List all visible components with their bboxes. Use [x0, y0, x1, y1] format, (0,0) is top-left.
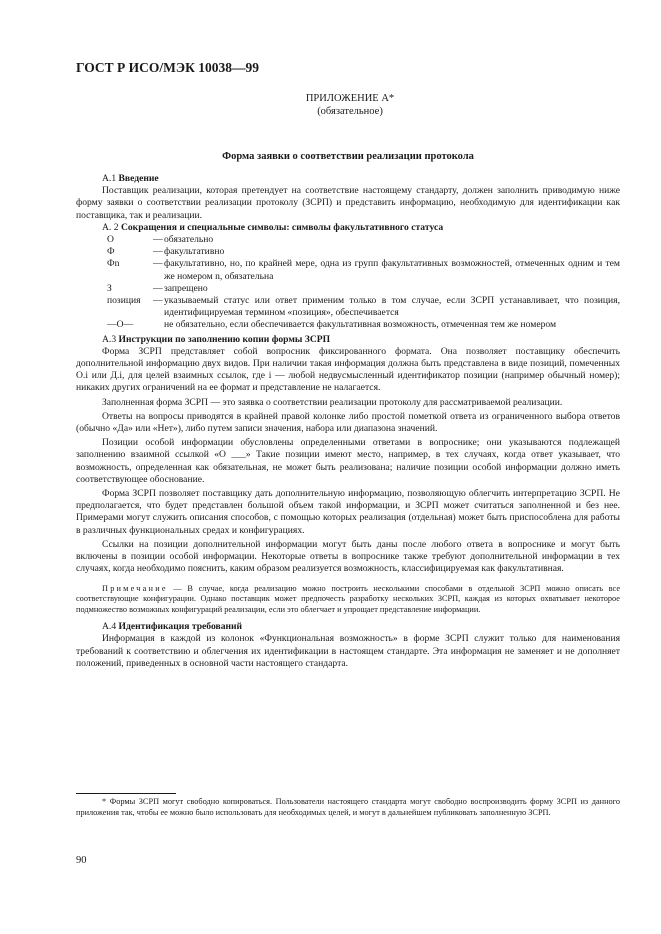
symbol-row — [107, 234, 620, 246]
section-a3-paragraph: Ответы на вопросы приводятся в крайней правой колонке либо простой пометкой ответа из ограниченного выбора ответов (обычно «Да» или «Нет»), либо путем записи значения, набора или диапазона значений. — [76, 410, 620, 435]
symbol-row — [107, 319, 620, 331]
section-a1-title: Введение — [118, 173, 159, 184]
section-a2-title: Сокращения и специальные символы: символы факультативного статуса — [120, 221, 444, 233]
section-a4-heading — [76, 621, 620, 633]
symbol-dash: — — [153, 295, 163, 307]
section-a1-number: А.1 — [102, 173, 117, 184]
page-number: 90 — [76, 855, 87, 866]
appendix-status: (обязательное) — [317, 106, 383, 117]
section-a3-paragraph: Форма ЗСРП представляет собой вопросник фиксированного формата. Она позволяет поставщику обеспечить дополнительной информацию двух видов. При наличии такая информация должна быть представлена в виде позиций, помеченных О.i или Д.i, для целей взаимных ссылок, где i — любой недвусмысленный идентификатор позиции (например обычный номер); никаких других ограничений на ее формат и представление не налагается. — [76, 345, 620, 394]
note-text: — В случае, когда реализацию можно построить несколькими способами в отдельной ЗСРП можно описать все соответствующие конфигурации. Однако поставщик может предпочесть разработку нескольких ЗСРП, каждая из которых охватывает некоторое подмножество возможных конфигураций реализации, если это облегчает и упрощает представление информации. — [76, 583, 620, 614]
note-label: Примечание — [102, 583, 168, 593]
symbol-code: Фn — [107, 258, 120, 270]
section-a4-number: А.4 — [102, 621, 117, 633]
section-a4-title: Идентификация требований — [118, 621, 243, 633]
section-a2-number: А. 2 — [102, 221, 119, 233]
appendix-block — [300, 92, 400, 118]
symbol-description: обязательно — [164, 234, 214, 246]
section-a3-paragraph: Заполненная форма ЗСРП — это заявка о соответствии реализации протоколу для рассматриваемой реализации. — [102, 396, 563, 408]
standard-header: ГОСТ Р ИСО/МЭК 10038—99 — [76, 60, 259, 75]
symbol-row — [107, 295, 620, 319]
section-a3-note — [76, 584, 620, 616]
symbol-description: факультативно — [164, 246, 225, 258]
footnote-divider — [76, 793, 176, 794]
section-a3-paragraph: Позиции особой информации обусловлены определенными ответами в вопроснике; они указываются подлежащей заполнению взаимной ссылкой «О ___» Такие позиции имеют место, например, в тех случаях, когда ответ указывает, что возможность, определенная как обязательная, не может быть реализована; наличие позиции особой информации должно иметь соответствующее обоснование. — [76, 437, 620, 485]
section-a3-heading — [76, 334, 620, 346]
symbol-row — [107, 258, 620, 282]
section-a4-paragraph: Информация в каждой из колонок «Функциональная возможность» в форме ЗСРП служит только для наименования требований к соответствию и облегчения их идентификации в настоящем стандарте. Эта информация не заменяет и не дополняет положений, приведенных в основной части настоящего стандарта. — [76, 633, 620, 669]
section-a2-heading — [76, 222, 620, 234]
symbol-description: указываемый статус или ответ применим только в том случае, если ЗСРП устанавливает, что позиция, идентифицируемая термином «позиция», обеспечивается — [164, 295, 620, 319]
symbol-description: факультативно, но, по крайней мере, одна из групп факультативных возможностей, отмеченных одним и тем же номером n, обязательна — [164, 258, 620, 282]
appendix-title: ПРИЛОЖЕНИЕ А* — [305, 93, 395, 104]
section-a3-paragraph: Ссылки на позиции дополнительной информации могут быть даны после любого ответа в вопроснике и могут быть включены в позиции особой информации. Некоторые ответы в вопроснике также требуют дополнительной информации в тех случаях, когда необходимо пояснить, каким образом реализуется возможность, классифицируемая как факультативная. — [76, 538, 620, 575]
symbol-code: позиция — [107, 295, 141, 307]
symbol-description: не обязательно, если обеспечивается факультативная возможность, отмеченная тем же номером — [164, 319, 557, 331]
symbol-dash: — — [153, 258, 163, 270]
section-a1-heading — [76, 173, 620, 185]
section-a1-paragraph: Поставщик реализации, которая претендует на соответствие настоящему стандарту, должен заполнить приводимую ниже форму заявки о соответствии реализации протоколу (ЗСРП) и представить информацию, необходимую для идентификации как поставщика, так и реализации. — [76, 185, 620, 221]
symbol-dash — [153, 319, 164, 331]
symbol-description: запрещено — [164, 282, 208, 294]
symbol-code: Ф — [107, 246, 115, 258]
section-a3-number: А.3 — [102, 333, 117, 345]
symbol-code: З — [107, 282, 112, 294]
symbol-dash: — — [153, 234, 163, 246]
symbols-table — [107, 234, 620, 332]
document-title: Форма заявки о соответствии реализации протокола — [222, 151, 474, 162]
symbol-row — [107, 283, 620, 295]
section-a3-title: Инструкции по заполнению копии формы ЗСРП — [118, 333, 331, 345]
symbol-dash: — — [153, 246, 163, 258]
symbol-dash: — — [153, 282, 163, 294]
content-body — [76, 173, 620, 670]
symbol-row — [107, 246, 620, 258]
symbol-code: О — [107, 234, 114, 246]
section-a3-paragraph: Форма ЗСРП позволяет поставщику дать дополнительную информацию, позволяющую облегчить интерпретацию ЗСРП. Не предполагается, что будет представлен большой объем такой информации, и ЗСРП может считаться заполненной и без нее. Примерами могут служить описания способов, с помощью которых реализация (отдельная) может быть приспособлена для работы в различных функциональных средах и конфигурациях. — [76, 488, 620, 536]
symbol-code: —О— — [107, 319, 134, 331]
footnote: * Формы ЗСРП могут свободно копироваться. Пользователи настоящего стандарта могут свободно воспроизводить форму ЗСРП из данного приложения так, чтобы ее можно было использовать для необходимых целей, и могут в дальнейшем публиковать заполненную ЗСРП. — [76, 797, 620, 817]
